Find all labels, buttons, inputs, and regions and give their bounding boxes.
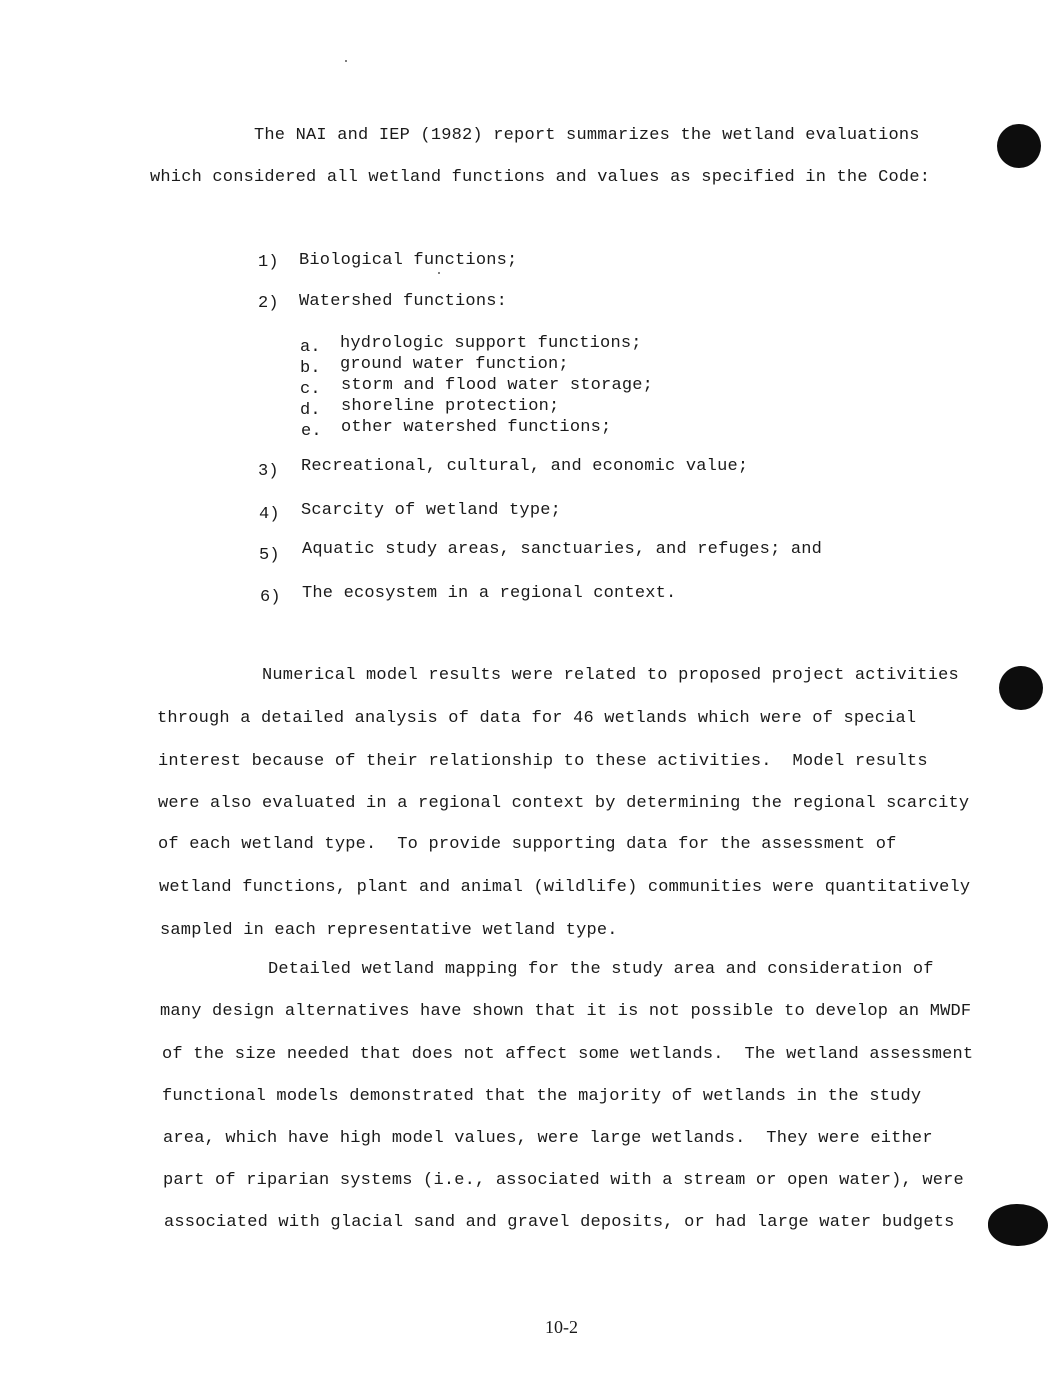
paragraph-3-line-6: part of riparian systems (i.e., associated with a stream or open water), were (163, 1171, 964, 1190)
punch-hole-top (997, 124, 1041, 168)
paragraph-2-line-1: Numerical model results were related to proposed project activities (262, 666, 959, 685)
punch-hole-bottom (988, 1204, 1048, 1246)
paragraph-2-line-7: sampled in each representative wetland type. (160, 921, 618, 940)
list-item-6-text: The ecosystem in a regional context. (302, 584, 677, 603)
paragraph-2-line-5: of each wetland type. To provide supporting data for the assessment of (158, 835, 897, 854)
list-item-3-text: Recreational, cultural, and economic value; (301, 457, 749, 476)
list-item-1-number: 1) (258, 253, 279, 272)
list-item-4-number: 4) (259, 505, 280, 524)
sublist-item-d-letter: d. (300, 401, 321, 420)
paragraph-1-line-2: which considered all wetland functions and values as specified in the Code: (150, 168, 931, 187)
sublist-item-d-text: shoreline protection; (341, 397, 560, 416)
paragraph-2-line-6: wetland functions, plant and animal (wildlife) communities were quantitatively (159, 878, 971, 897)
list-item-3-number: 3) (258, 462, 279, 481)
speck-mark (438, 272, 440, 274)
list-item-6-number: 6) (260, 588, 281, 607)
paragraph-3-line-5: area, which have high model values, were large wetlands. They were either (163, 1129, 933, 1148)
sublist-item-b-letter: b. (300, 359, 321, 378)
sublist-item-b-text: ground water function; (340, 355, 569, 374)
punch-hole-middle (999, 666, 1043, 710)
list-item-1-text: Biological functions; (299, 251, 518, 270)
list-item-5-number: 5) (259, 546, 280, 565)
paragraph-3-line-2: many design alternatives have shown that it is not possible to develop an MWDF (160, 1002, 972, 1021)
speck-mark (345, 60, 347, 62)
paragraph-2-line-3: interest because of their relationship to these activities. Model results (158, 752, 928, 771)
sublist-item-e-letter: e. (301, 422, 322, 441)
list-item-5-text: Aquatic study areas, sanctuaries, and refuges; and (302, 540, 823, 559)
paragraph-1-line-1: The NAI and IEP (1982) report summarizes the wetland evaluations (254, 126, 920, 145)
paragraph-3-line-4: functional models demonstrated that the majority of wetlands in the study (162, 1087, 922, 1106)
sublist-item-a-text: hydrologic support functions; (340, 334, 642, 353)
paragraph-2-line-2: through a detailed analysis of data for 46 wetlands which were of special (157, 709, 917, 728)
paragraph-2-line-4: were also evaluated in a regional context by determining the regional scarcity (158, 794, 970, 813)
page-number: 10-2 (545, 1317, 578, 1337)
sublist-item-c-text: storm and flood water storage; (341, 376, 654, 395)
sublist-item-e-text: other watershed functions; (341, 418, 612, 437)
list-item-4-text: Scarcity of wetland type; (301, 501, 562, 520)
list-item-2-number: 2) (258, 294, 279, 313)
paragraph-3-line-1: Detailed wetland mapping for the study area and consideration of (268, 960, 934, 979)
sublist-item-c-letter: c. (300, 380, 321, 399)
list-item-2-text: Watershed functions: (299, 292, 508, 311)
sublist-item-a-letter: a. (300, 338, 321, 357)
paragraph-3-line-3: of the size needed that does not affect some wetlands. The wetland assessment (162, 1045, 974, 1064)
paragraph-3-line-7: associated with glacial sand and gravel deposits, or had large water budgets (164, 1213, 955, 1232)
